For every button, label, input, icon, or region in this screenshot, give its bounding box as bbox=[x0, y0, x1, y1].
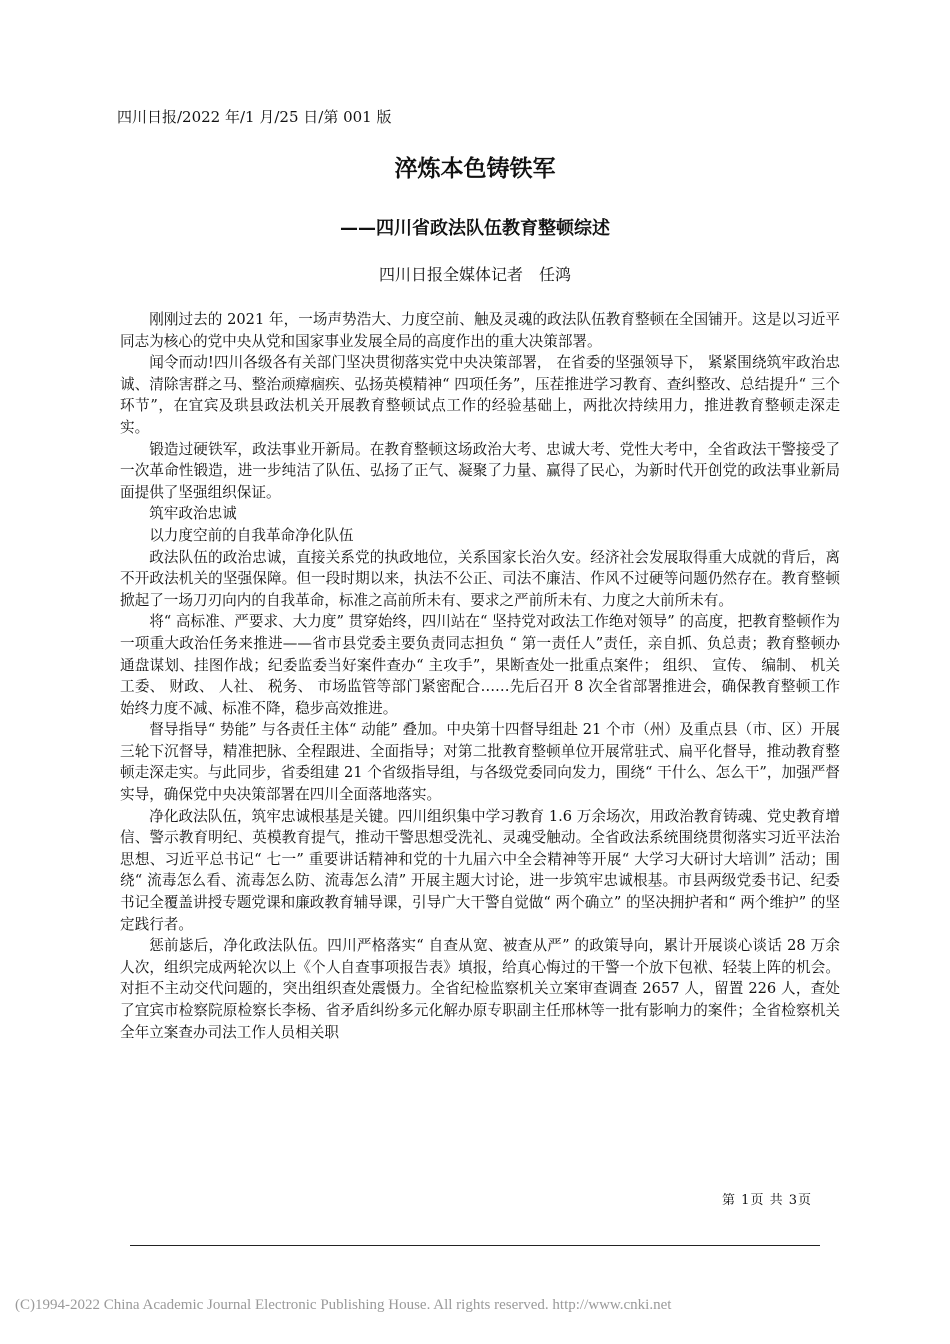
byline: 四川日报全媒体记者 任鸿 bbox=[378, 265, 571, 284]
article-body bbox=[120, 309, 840, 1043]
paragraph: 闻令而动!四川各级各有关部门坚决贯彻落实党中央决策部署， 在省委的坚强领导下， 紧紧围绕筑牢政治忠诚、清除害群之马、整治顽瘴痼疾、弘扬英模精神“ 四项任务”，压茬推进学习教育、查纠整改、总结提升“ 三个环节”，在宜宾及珙县政法机关开展教育整顿试点工作的经验基础上，两批次持续用力，推进教育整顿走深走实。 bbox=[120, 354, 840, 436]
source-line: 四川日报/2022 年/1 月/25 日/第 001 版 bbox=[117, 108, 392, 126]
section-heading: 筑牢政治忠诚 bbox=[149, 505, 237, 523]
paragraph: 政法队伍的政治忠诚，直接关系党的执政地位，关系国家长治久安。经济社会发展取得重大成就的背后，离不开政法机关的坚强保障。但一段时期以来，执法不公正、司法不廉洁、作风不过硬等问题仍然存在。教育整顿掀起了一场刀刃向内的自我革命，标准之高前所未有、要求之严前所未有、力度之大前所未有。 bbox=[120, 548, 840, 609]
paragraph: 惩前毖后，净化政法队伍。四川严格落实“ 自查从宽、被查从严” 的政策导向，累计开展谈心谈话 28 万余人次，组织完成两轮次以上《个人自查事项报告表》填报，给真心悔过的干警一个放下包袱、轻装上阵的机会。对拒不主动交代问题的，突出组织查处震慑力。全省纪检监察机关立案审查调查 2657 人，留置 226 人，查处了宜宾市检察院原检察长李杨、省矛盾纠纷多元化解办原专职副主任邢林等一批有影响力的案件；全省检察机关全年立案查办司法工作人员相关职 bbox=[120, 937, 840, 1041]
paragraph: 净化政法队伍，筑牢忠诚根基是关键。四川组织集中学习教育 1.6 万余场次，用政治教育铸魂、党史教育增信、警示教育明纪、英模教育提气，推动干警思想受洗礼、灵魂受触动。全省政法系统围绕贯彻落实习近平法治思想、习近平总书记“ 七一” 重要讲话精神和党的十九届六中全会精神等开展“ 大学习大研讨大培训” 活动；围绕“ 流毒怎么看、流毒怎么防、流毒怎么清” 开展主题大讨论，进一步筑牢忠诚根基。市县两级党委书记、纪委书记全覆盖讲授专题党课和廉政教育辅导课，引导广大干警自觉做“ 两个确立” 的坚决拥护者和“ 两个维护” 的坚定践行者。 bbox=[120, 807, 840, 933]
footer-divider bbox=[130, 1245, 820, 1246]
page-indicator: 第 1页 共 3页 bbox=[722, 1193, 812, 1208]
paragraph: 将“ 高标准、严要求、大力度” 贯穿始终，四川站在“ 坚持党对政法工作绝对领导” 的高度，把教育整顿作为一项重大政治任务来推进——省市县党委主要负责同志担负 “ 第一责任人”责任，亲自抓、负总责；教育整顿办通盘谋划、挂图作战；纪委监委当好案件查办“ 主攻手”，果断查处一批重点案件； 组织、 宣传、 编制、 机关工委、 财政、 人社、 税务、 市场监管等部门紧密配合……先后召开 8 次全省部署推进会，确保教育整顿工作始终力度不减、标准不降，稳步高效推进。 bbox=[120, 613, 840, 717]
article-subtitle: ——四川省政法队伍教育整顿综述 bbox=[340, 218, 610, 239]
copyright-footer: (C)1994-2022 China Academic Journal Electronic Publishing House. All rights reserved. http://www.cnki.net bbox=[15, 1297, 672, 1313]
paragraph: 锻造过硬铁军，政法事业开新局。在教育整顿这场政治大考、忠诚大考、党性大考中，全省政法干警接受了一次革命性锻造，进一步纯洁了队伍、弘扬了正气、凝聚了力量、赢得了民心，为新时代开创党的政法事业新局面提供了坚强组织保证。 bbox=[120, 440, 840, 501]
section-subheading: 以力度空前的自我革命净化队伍 bbox=[149, 526, 354, 544]
paragraph: 督导指导“ 势能” 与各责任主体“ 动能” 叠加。中央第十四督导组赴 21 个市（州）及重点县（市、区）开展三轮下沉督导，精准把脉、全程跟进、全面指导；对第二批教育整顿单位开展常驻式、扁平化督导，推动教育整顿走深走实。与此同步，省委组建 21 个省级指导组，与各级党委同向发力，围绕“ 干什么、怎么干”，加强严督实导，确保党中央决策部署在四川全面落地落实。 bbox=[120, 721, 840, 804]
paragraph: 刚刚过去的 2021 年，一场声势浩大、力度空前、触及灵魂的政法队伍教育整顿在全国铺开。这是以习近平同志为核心的党中央从党和国家事业发展全局的高度作出的重大决策部署。 bbox=[120, 311, 840, 350]
article-title: 淬炼本色铸铁军 bbox=[394, 156, 556, 182]
